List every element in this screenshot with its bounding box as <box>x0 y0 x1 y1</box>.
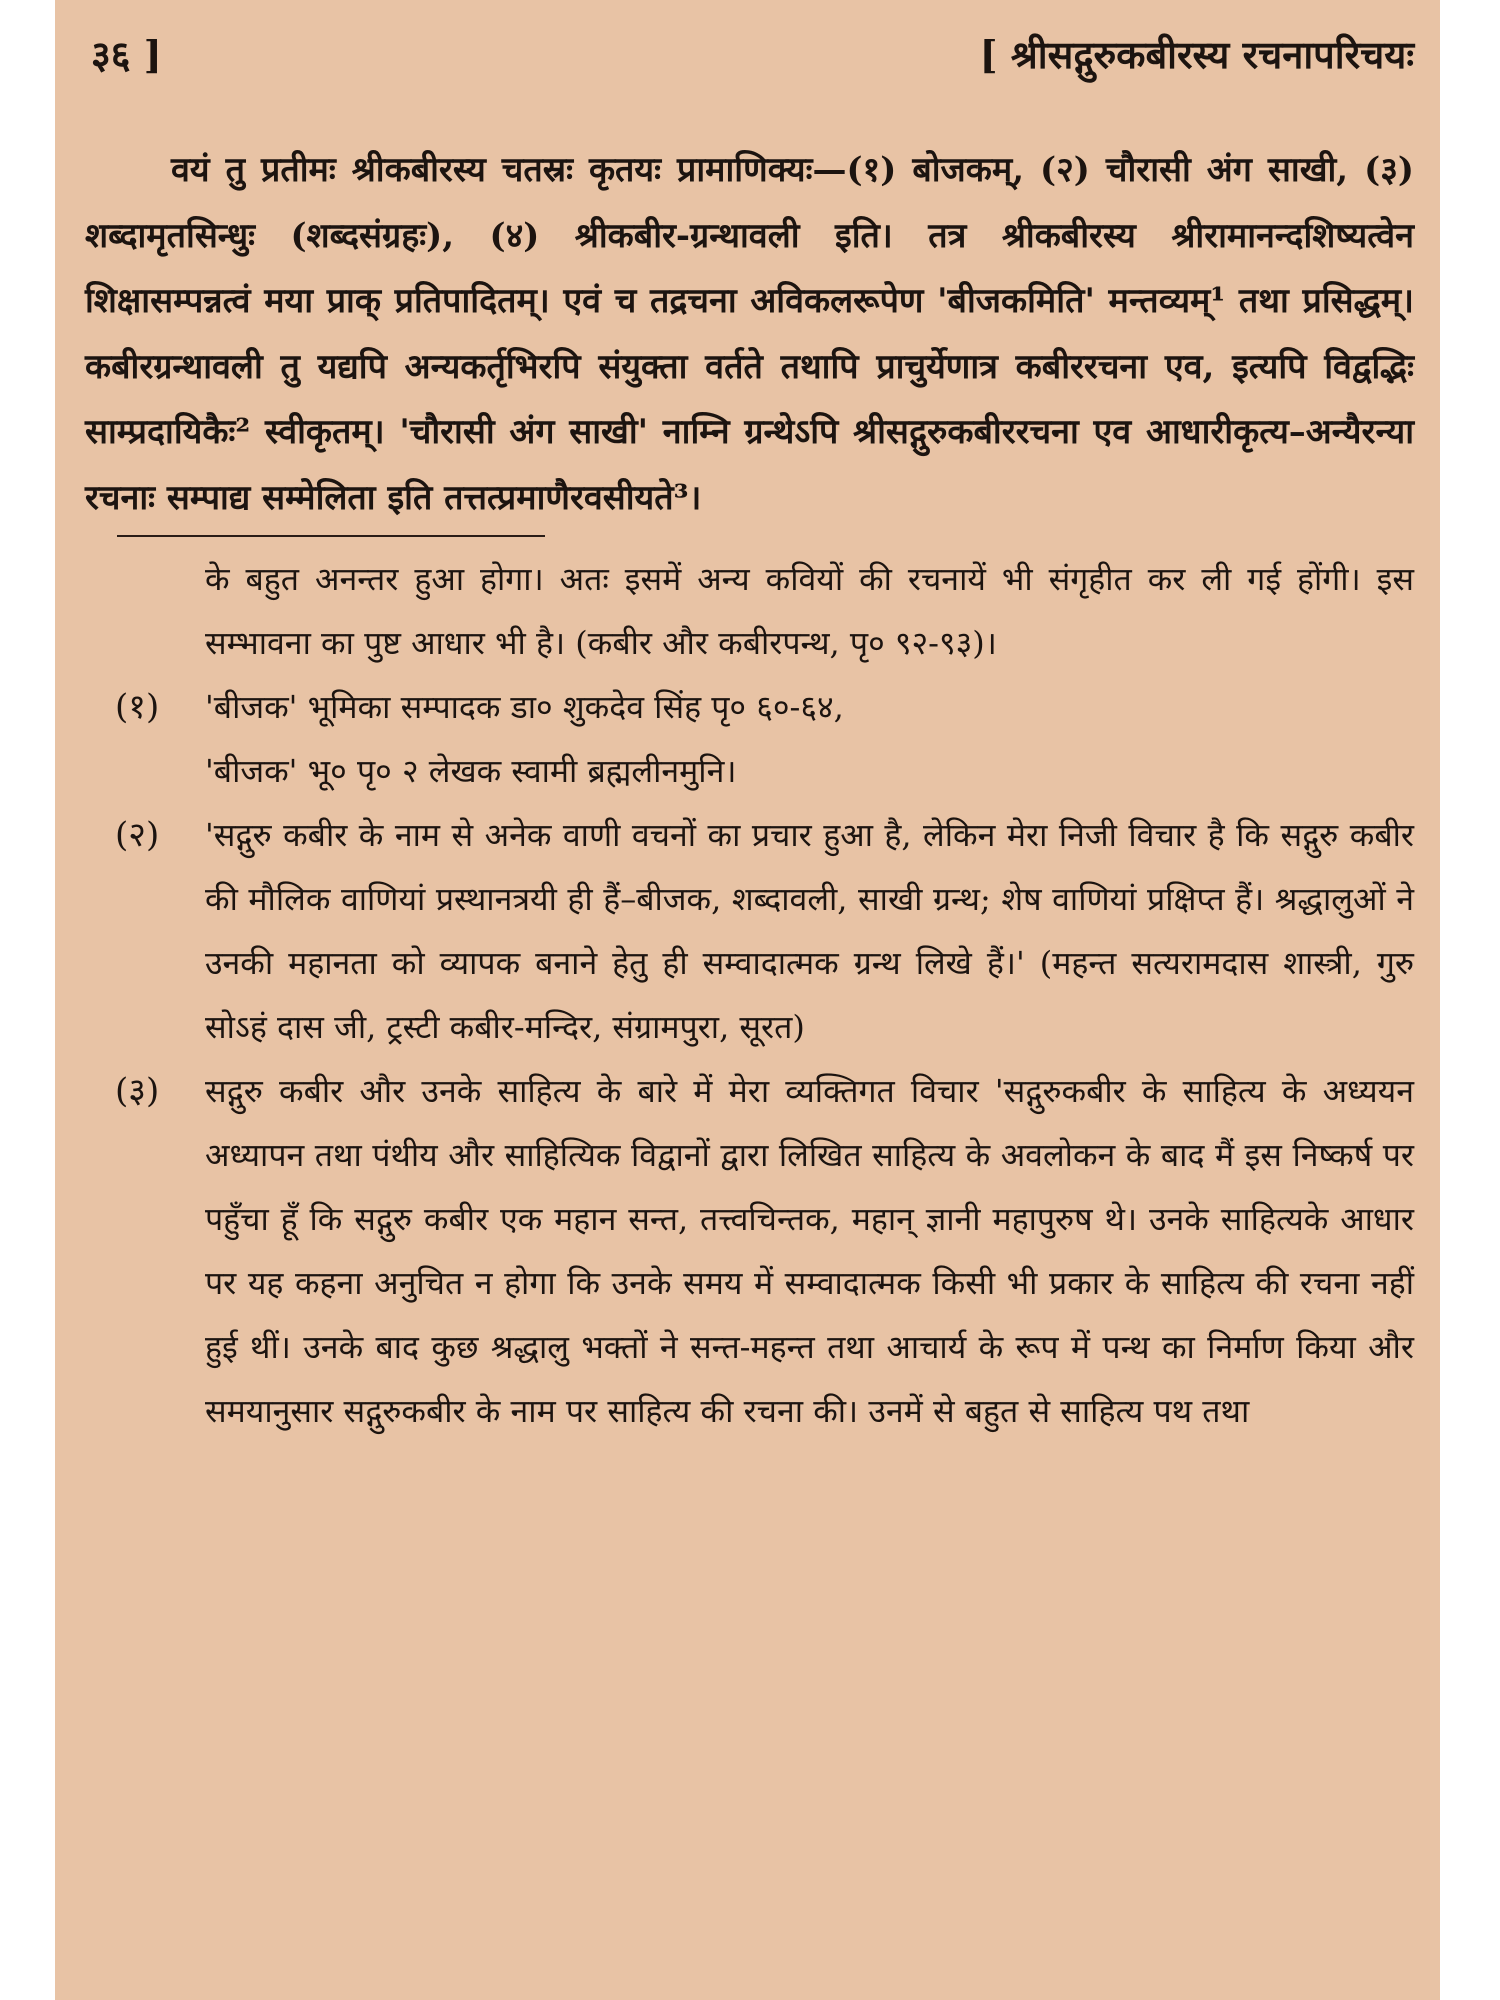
running-title: [ श्रीसद्गुरुकबीरस्य रचनापरिचयः <box>979 32 1414 77</box>
footnote-1 <box>85 675 1414 803</box>
footnote-3 <box>85 1059 1414 1443</box>
footnote-mark: (१) <box>115 687 160 727</box>
page-header <box>85 28 1414 80</box>
page-number: ३६ ] <box>91 32 162 77</box>
footnote-body <box>205 675 1414 803</box>
footnote-line: 'बीजक' भूमिका सम्पादक डा० शुकदेव सिंह पृ० ६०-६४, <box>205 688 844 726</box>
book-page <box>55 0 1440 2000</box>
footnote-body: 'सद्गुरु कबीर के नाम से अनेक वाणी वचनों का प्रचार हुआ है, लेकिन मेरा निजी विचार है कि सद्गुरु कबीर की मौलिक वाणियां प्रस्थानत्रयी ही हैं–बीजक, शब्दावली, साखी ग्रन्थ; शेष वाणियां प्रक्षिप्त हैं। श्रद्धालुओं ने उनकी महानता को व्यापक बनाने हेतु ही सम्वादात्मक ग्रन्थ लिखे हैं।' (महन्त सत्यरामदास शास्त्री, गुरु सोऽहं दास जी, ट्रस्टी कबीर-मन्दिर, संग्रामपुरा, सूरत) <box>205 816 1414 1046</box>
footnote-body: सद्गुरु कबीर और उनके साहित्य के बारे में मेरा व्यक्तिगत विचार 'सद्गुरुकबीर के साहित्य के अध्ययन अध्यापन तथा पंथीय और साहित्यिक विद्वानों द्वारा लिखित साहित्य के अवलोकन के बाद मैं इस निष्कर्ष पर पहुँचा हूँ कि सद्गुरु कबीर एक महान सन्त, तत्त्वचिन्तक, महान् ज्ञानी महापुरुष थे। उनके साहित्यके आधार पर यह कहना अनुचित न होगा कि उनके समय में सम्वादात्मक किसी भी प्रकार के साहित्य की रचना नहीं हुई थीं। उनके बाद कुछ श्रद्धालु भक्तों ने सन्त-महन्त तथा आचार्य के रूप में पन्थ का निर्माण किया और समयानुसार सद्गुरुकबीर के नाम पर साहित्य की रचना की। उनमें से बहुत से साहित्य पथ तथा <box>205 1072 1414 1430</box>
footnote-line: 'बीजक' भू० पृ० २ लेखक स्वामी ब्रह्मलीनमुनि। <box>205 752 737 790</box>
main-paragraph <box>85 138 1414 531</box>
footnote-mark: (२) <box>115 815 160 855</box>
footnote-divider <box>117 535 545 537</box>
footnote-mark: (३) <box>115 1071 160 1111</box>
footnote-2 <box>85 803 1414 1059</box>
footnote-continuation: के बहुत अनन्तर हुआ होगा। अतः इसमें अन्य कवियों की रचनायें भी संगृहीत कर ली गई होंगी। इस सम्भावना का पुष्ट आधार भी है। (कबीर और कबीरपन्थ, पृ० ९२-९३)। <box>205 560 1414 662</box>
main-paragraph-text: वयं तु प्रतीमः श्रीकबीरस्य चतस्रः कृतयः प्रामाणिक्यः—(१) बोजकम्, (२) चौरासी अंग साखी, (३) शब्दामृतसिन्धुः (शब्दसंग्रहः), (४) श्रीकबीर-ग्रन्थावली इति। तत्र श्रीकबीरस्य श्रीरामानन्दशिष्यत्वेन शिक्षासम्पन्नत्वं मया प्राक् प्रतिपादितम्। एवं च तद्रचना अविकलरूपेण 'बीजकमिति' मन्तव्यम्¹ तथा प्रसिद्धम्। कबीरग्रन्थावली तु यद्यपि अन्यकर्तृभिरपि संयुक्ता वर्तते तथापि प्राचुर्येणात्र कबीररचना एव, इत्यपि विद्वद्भिः साम्प्रदायिकैः² स्वीकृतम्। 'चौरासी अंग साखी' नाम्नि ग्रन्थेऽपि श्रीसद्गुरुकबीररचना एव आधारीकृत्य–अन्यैरन्या रचनाः सम्पाद्य सम्मेलिता इति तत्तत्प्रमाणैरवसीयते³। <box>85 150 1414 518</box>
